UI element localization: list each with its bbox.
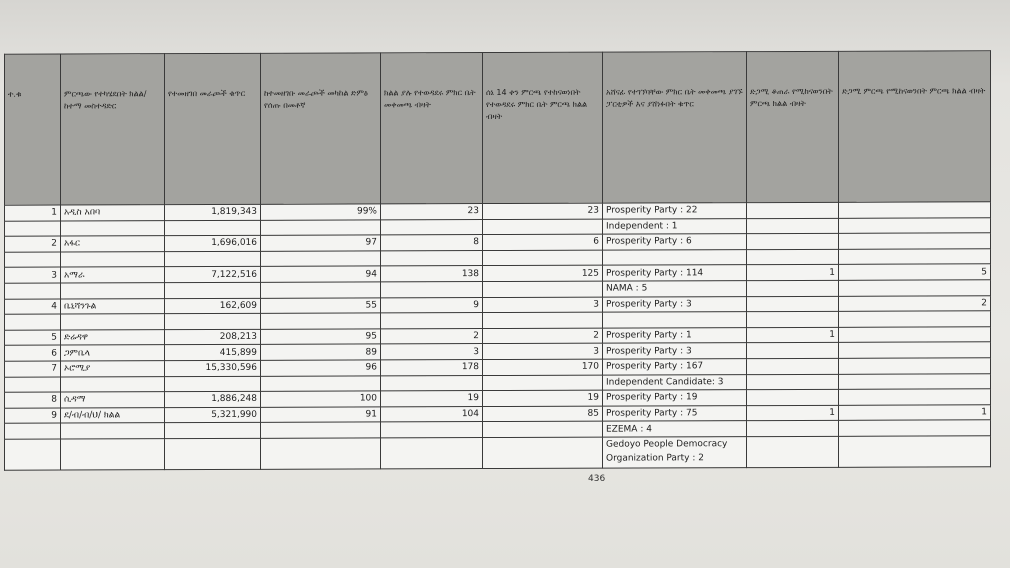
turnout-cell: 95 <box>261 329 381 345</box>
seats-cell: 3 <box>381 344 483 360</box>
held-cell: 170 <box>483 359 603 375</box>
region-cell: ጋምቤላ <box>61 345 165 361</box>
header-cell: ክልል ያሉ የተወዳደሩ ምክር ቤት መቀመጫ ብዛት <box>381 53 483 204</box>
row-number <box>5 252 61 268</box>
rerun-cell <box>839 420 991 436</box>
region-cell <box>61 220 165 236</box>
seats-cell <box>381 422 483 438</box>
row-number: 9 <box>5 408 61 424</box>
seats-cell: 2 <box>381 328 483 344</box>
seats-cell <box>381 282 483 298</box>
seats-cell <box>381 219 483 235</box>
party-cell: Independent : 1 <box>603 218 747 234</box>
seats-cell: 23 <box>381 204 483 220</box>
party-cell: Prosperity Party : 114 <box>603 265 747 281</box>
region-cell <box>61 423 165 439</box>
rerun-cell <box>839 217 991 233</box>
recount-cell <box>747 343 839 359</box>
held-cell: 125 <box>483 266 603 282</box>
held-cell <box>483 421 603 437</box>
row-number: 6 <box>5 345 61 361</box>
header-cell: ተ.ቁ <box>5 54 61 205</box>
region-cell <box>61 314 165 330</box>
page-number: 436 <box>588 474 606 484</box>
header-cell: ምርጫው የተካሄደበት ክልል/ከተማ መስተዳድር <box>61 54 165 205</box>
seats-cell <box>381 313 483 329</box>
turnout-cell: 55 <box>261 297 381 313</box>
held-cell <box>483 281 603 297</box>
turnout-cell <box>261 282 381 298</box>
recount-cell: 1 <box>747 265 839 281</box>
party-cell: Prosperity Party : 1 <box>603 327 747 343</box>
party-cell: Prosperity Party : 3 <box>603 296 747 312</box>
header-row <box>5 51 991 205</box>
seats-cell: 178 <box>381 359 483 375</box>
recount-cell <box>747 280 839 296</box>
held-cell <box>483 219 603 235</box>
voters-cell <box>165 423 261 439</box>
results-sheet <box>4 50 994 478</box>
row-number <box>5 314 61 330</box>
rerun-cell <box>839 249 991 265</box>
voters-cell <box>165 220 261 236</box>
region-cell: ቤኒሻንጉል <box>61 298 165 314</box>
party-cell <box>603 312 747 328</box>
region-cell <box>61 251 165 267</box>
held-cell: 2 <box>483 328 603 344</box>
header-cell: ድጋሚ ምርጫ የሚከናወንበት ምርጫ ክልል ብዛት <box>839 51 991 203</box>
row-number <box>5 377 61 393</box>
rerun-cell <box>839 202 991 218</box>
row-number <box>5 283 61 299</box>
row-number: 7 <box>5 361 61 377</box>
party-cell: Prosperity Party : 167 <box>603 359 747 375</box>
recount-cell <box>747 311 839 327</box>
party-cell: Prosperity Party : 6 <box>603 234 747 250</box>
seats-cell <box>381 375 483 391</box>
voters-cell: 1,696,016 <box>165 236 261 252</box>
header-cell: ድጋሚ ቆጠራ የሚከናወንበት ምርጫ ክልል ብዛት <box>747 51 839 202</box>
header-cell: የተመዘገበ መራጮች ቁጥር <box>165 53 261 204</box>
voters-cell: 415,899 <box>165 345 261 361</box>
turnout-cell: 94 <box>261 266 381 282</box>
region-cell <box>61 283 165 299</box>
recount-cell <box>747 202 839 218</box>
region-cell: ድሬዳዋ <box>61 329 165 345</box>
region-cell: አዲስ አበባ <box>61 205 165 221</box>
region-cell: አፋር <box>61 236 165 252</box>
party-cell: Prosperity Party : 22 <box>603 203 747 219</box>
rerun-cell <box>839 233 991 249</box>
row-number <box>5 423 61 439</box>
row-number: 8 <box>5 392 61 408</box>
turnout-cell: 99% <box>261 204 381 220</box>
results-table <box>4 50 991 470</box>
header-cell: ሰኔ 14 ቀን ምርጫ የተከናወነበት የተወዳደሩ ምክር ቤት ምርጫ ክልል ብዛት <box>483 52 603 203</box>
held-cell <box>483 375 603 391</box>
party-cell: Gedoyo People Democracy Organization Party : 2 <box>603 437 747 469</box>
rerun-cell <box>839 389 991 405</box>
row-number: 4 <box>5 299 61 315</box>
seats-cell: 104 <box>381 406 483 422</box>
held-cell: 3 <box>483 343 603 359</box>
party-cell: Independent Candidate: 3 <box>603 374 747 390</box>
turnout-cell <box>261 251 381 267</box>
region-cell: ኦሮሚያ <box>61 361 165 377</box>
voters-cell: 7,122,516 <box>165 267 261 283</box>
region-cell: ደ/ብ/ብ/ህ/ ክልል <box>61 407 165 423</box>
recount-cell <box>747 389 839 405</box>
held-cell: 23 <box>483 203 603 219</box>
recount-cell <box>747 249 839 265</box>
turnout-cell: 89 <box>261 344 381 360</box>
seats-cell: 19 <box>381 391 483 407</box>
row-number: 5 <box>5 330 61 346</box>
held-cell <box>483 250 603 266</box>
region-cell <box>61 376 165 392</box>
turnout-cell: 91 <box>261 407 381 423</box>
turnout-cell: 97 <box>261 235 381 251</box>
rerun-cell: 1 <box>839 405 991 421</box>
seats-cell: 9 <box>381 297 483 313</box>
recount-cell <box>747 374 839 390</box>
recount-cell <box>747 234 839 250</box>
party-cell: Prosperity Party : 19 <box>603 390 747 406</box>
rerun-cell <box>839 358 991 374</box>
turnout-cell: 96 <box>261 360 381 376</box>
row-number: 2 <box>5 236 61 252</box>
rerun-cell: 5 <box>839 264 991 280</box>
header-cell: ከተመዘገቡ መራጮች መካከል ድምፅ የሰጡ በመቶኛ <box>261 53 381 204</box>
rerun-cell <box>839 311 991 327</box>
rerun-cell <box>839 327 991 343</box>
recount-cell: 1 <box>747 327 839 343</box>
held-cell: 6 <box>483 234 603 250</box>
voters-cell <box>165 376 261 392</box>
held-cell: 19 <box>483 390 603 406</box>
rerun-cell <box>839 342 991 358</box>
recount-cell <box>747 421 839 437</box>
party-cell: Prosperity Party : 3 <box>603 343 747 359</box>
voters-cell <box>165 251 261 267</box>
held-cell <box>483 312 603 328</box>
header-cell: አሸናፊ የተገኘባቸው ምክር ቤት መቀመጫ ያገኙ ፓርቲዎች እና ያሸነፉበት ቁጥር <box>603 52 747 204</box>
recount-cell <box>747 358 839 374</box>
rerun-cell <box>839 373 991 389</box>
recount-cell: 1 <box>747 405 839 421</box>
recount-cell <box>747 218 839 234</box>
party-cell: EZEMA : 4 <box>603 421 747 437</box>
row-number: 1 <box>5 205 61 221</box>
held-cell: 3 <box>483 297 603 313</box>
voters-cell: 5,321,990 <box>165 407 261 423</box>
turnout-cell <box>261 313 381 329</box>
seats-cell: 8 <box>381 235 483 251</box>
voters-cell: 1,819,343 <box>165 204 261 220</box>
region-cell: አማራ <box>61 267 165 283</box>
voters-cell: 208,213 <box>165 329 261 345</box>
rerun-cell: 2 <box>839 295 991 311</box>
recount-cell <box>747 296 839 312</box>
held-cell: 85 <box>483 406 603 422</box>
table-row-last <box>5 436 991 470</box>
party-cell: NAMA : 5 <box>603 281 747 297</box>
turnout-cell: 100 <box>261 391 381 407</box>
seats-cell: 138 <box>381 266 483 282</box>
region-cell: ሲዳማ <box>61 392 165 408</box>
rerun-cell <box>839 280 991 296</box>
row-number: 3 <box>5 267 61 283</box>
voters-cell: 1,886,248 <box>165 391 261 407</box>
seats-cell <box>381 250 483 266</box>
voters-cell: 15,330,596 <box>165 360 261 376</box>
turnout-cell <box>261 375 381 391</box>
turnout-cell <box>261 422 381 438</box>
turnout-cell <box>261 220 381 236</box>
voters-cell <box>165 282 261 298</box>
voters-cell: 162,609 <box>165 298 261 314</box>
party-cell: Prosperity Party : 75 <box>603 405 747 421</box>
voters-cell <box>165 313 261 329</box>
row-number <box>5 221 61 237</box>
party-cell <box>603 249 747 265</box>
